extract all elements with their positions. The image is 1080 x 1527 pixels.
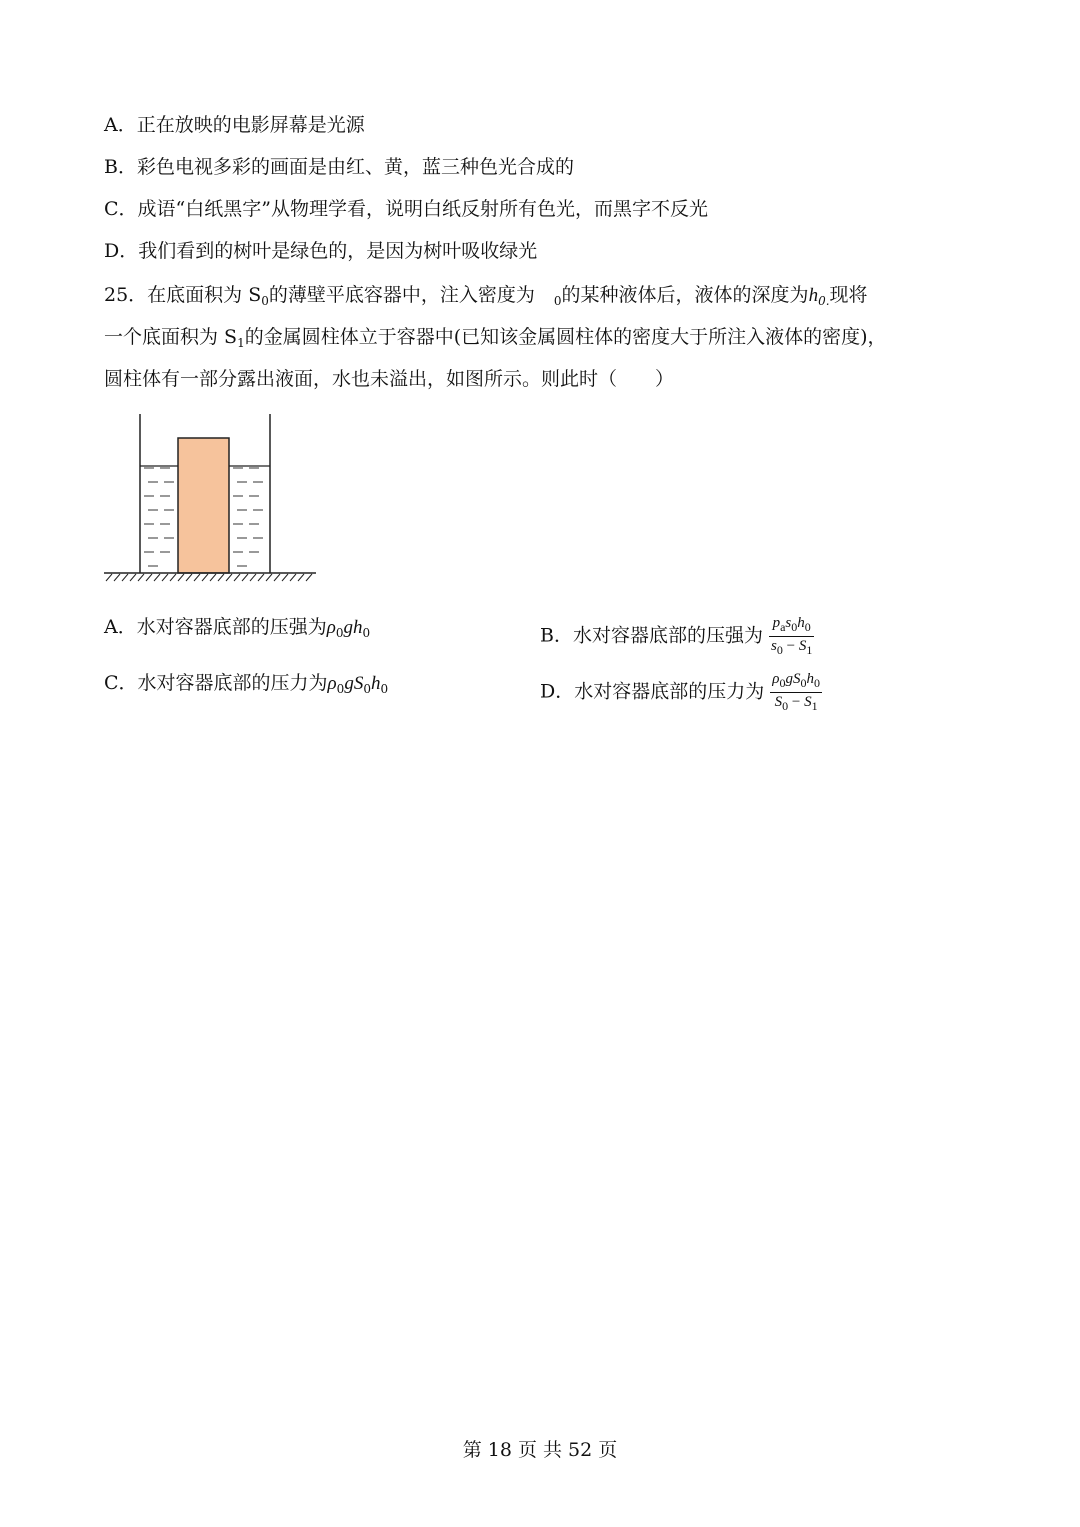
rho-symbol: ρ <box>326 617 336 638</box>
p-symbol: p <box>772 615 781 631</box>
fraction-d <box>770 670 822 715</box>
subscript: 0 <box>800 676 807 690</box>
metal-cylinder <box>178 438 229 573</box>
option-d-text: D．水对容器底部的压力为 <box>540 680 765 703</box>
subscript: 0 <box>336 682 345 696</box>
q25-text: 现将 <box>829 284 868 306</box>
subscript: 0 <box>363 682 371 696</box>
subscript: 1 <box>811 699 818 713</box>
page-footer: 第 18 页 共 52 页 <box>462 1439 618 1461</box>
subscript: 0 <box>553 294 562 308</box>
option-a <box>104 614 370 646</box>
option-a-text: A．水对容器底部的压强为 <box>104 616 327 638</box>
subscript: 0 <box>776 643 783 657</box>
container-figure <box>100 410 320 582</box>
minus-sign: − <box>788 694 805 710</box>
subscript: 0 <box>380 682 389 696</box>
rho-symbol: ρ <box>327 673 337 694</box>
S-symbol: S <box>792 671 801 687</box>
question-25-line-3: 圆柱体有一部分露出液面，水也未溢出，如图所示。则此时（ ） <box>104 368 675 390</box>
S-symbol: S <box>353 673 364 694</box>
liquid-right <box>233 468 263 566</box>
q25-text: 的薄壁平底容器中，注入密度为 <box>268 284 535 306</box>
question-25-line-2 <box>104 324 887 356</box>
fraction-denominator <box>770 693 822 715</box>
option-d <box>540 670 822 715</box>
subscript: 1 <box>237 336 245 350</box>
prev-option-c: C．成语“白纸黑字”从物理学看，说明白纸反射所有色光，而黑字不反光 <box>104 198 708 220</box>
subscript: 0 <box>791 620 798 634</box>
subscript: 0 <box>813 676 820 690</box>
S-symbol: S <box>804 694 812 710</box>
fraction-numerator <box>769 614 814 637</box>
q25-text: 25．在底面积为 S <box>104 284 262 306</box>
liquid-left <box>144 468 174 566</box>
g-symbol: g <box>343 617 353 638</box>
S-symbol: S <box>774 694 783 710</box>
q25-text: 的金属圆柱体立于容器中(已知该金属圆柱体的密度大于所注入液体的密度)， <box>244 326 887 348</box>
subscript: 0 <box>362 626 371 640</box>
fraction-numerator <box>770 670 822 693</box>
fraction-b <box>769 614 814 659</box>
option-c-text: C．水对容器底部的压力为 <box>104 672 328 694</box>
q25-text: 一个底面积为 S <box>104 326 238 348</box>
option-b <box>540 614 814 659</box>
s-symbol: s <box>771 638 777 654</box>
h-symbol: h <box>370 673 381 694</box>
prev-option-d: D．我们看到的树叶是绿色的，是因为树叶吸收绿光 <box>104 240 538 262</box>
question-25-line-1 <box>104 282 868 314</box>
option-c <box>104 670 388 702</box>
fraction-denominator <box>769 637 814 659</box>
h-symbol: h <box>797 615 805 631</box>
subscript: 0. <box>818 294 830 308</box>
subscript: 0 <box>261 294 269 308</box>
subscript: 1 <box>806 643 813 657</box>
prev-option-b: B．彩色电视多彩的画面是由红、黄，蓝三种色光合成的 <box>104 156 574 178</box>
rho-symbol: ρ <box>772 671 780 687</box>
g-symbol: g <box>785 671 793 687</box>
subscript: 0 <box>335 626 344 640</box>
h-symbol: h <box>806 671 814 687</box>
subscript: 0 <box>779 676 786 690</box>
option-b-text: B．水对容器底部的压强为 <box>540 624 763 647</box>
S-symbol: S <box>798 638 807 654</box>
subscript: 0 <box>804 620 811 634</box>
prev-option-a: A．正在放映的电影屏幕是光源 <box>104 114 365 136</box>
g-symbol: g <box>344 673 354 694</box>
s-symbol: s <box>785 615 792 631</box>
h-symbol: h <box>353 617 363 638</box>
h-symbol: h <box>808 285 819 306</box>
minus-sign: − <box>782 638 799 654</box>
q25-text: 的某种液体后，液体的深度为 <box>561 284 809 306</box>
subscript: a <box>780 620 786 634</box>
ground-hatching <box>106 574 312 581</box>
subscript: 0 <box>782 699 789 713</box>
